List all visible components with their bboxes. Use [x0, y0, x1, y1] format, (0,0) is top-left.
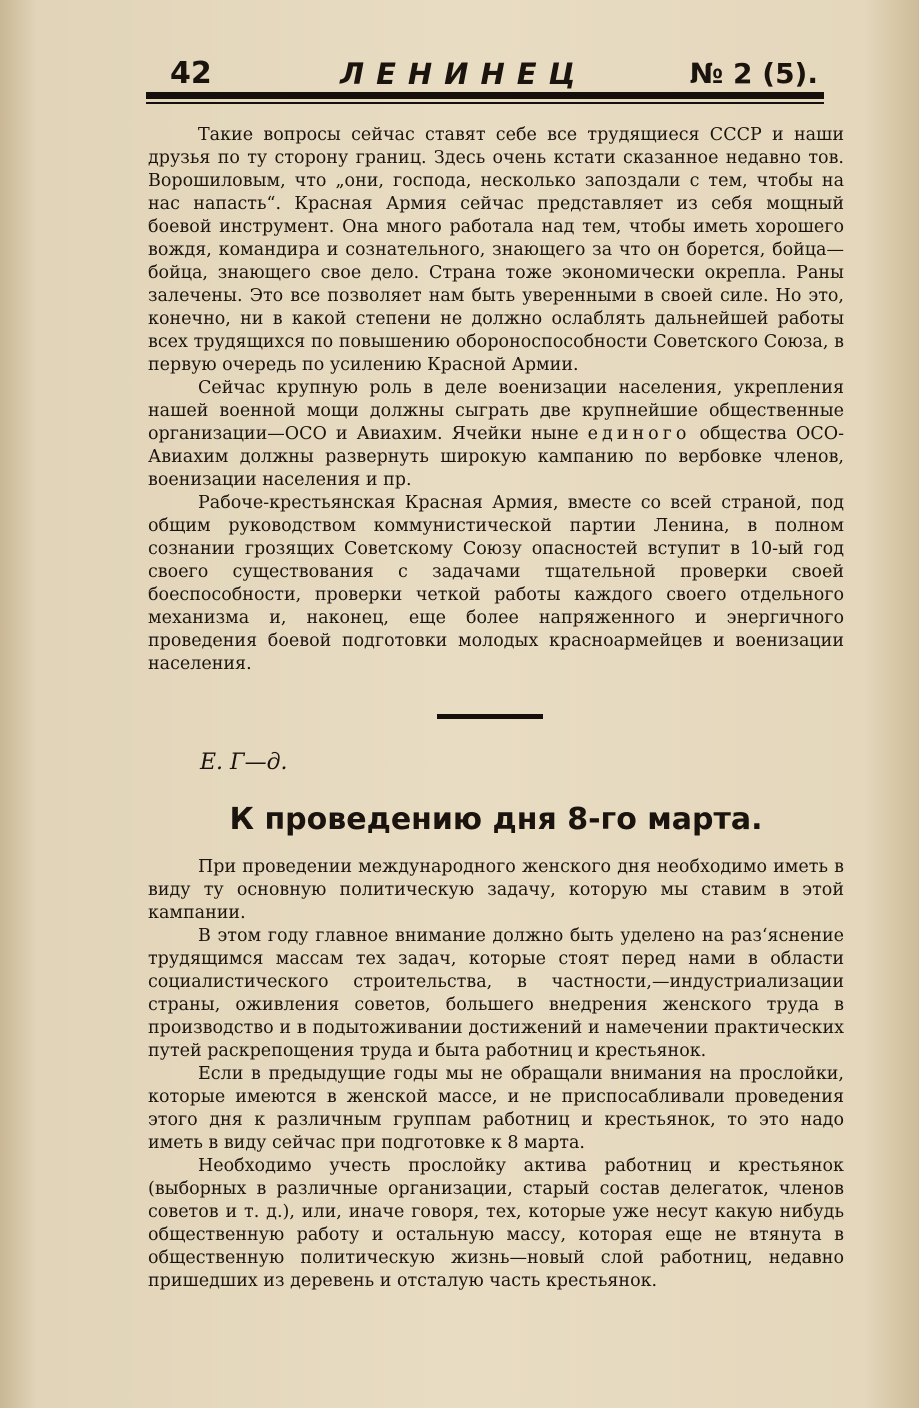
paragraph: В этом году главное внимание должно быть уделено на раз‘яснение трудящимся массам тех задач, которые стоят перед нами в области социалистического строительства, в частности,—индустриализации страны, оживления советов, большего внедрения женского труда в производство и в подытоживании достижений и намечении практических путей раскрепощения труда и быта работниц и крестьянок. — [148, 926, 844, 1061]
article-title: К проведению дня 8-го марта. — [229, 802, 763, 837]
author-byline: Е. Г—д. — [200, 750, 288, 775]
paragraph: Такие вопросы сейчас ставят себе все трудящиеся СССР и наши друзья по ту сторону границ. Здесь очень кстати сказанное недавно тов. Ворошиловым, что „они, господа, несколько запоздали с тем, чтобы на нас напасть“. Красная Армия сейчас представляет из себя мощный боевой инструмент. Она много работала над тем, чтобы иметь хорошего вождя, командира и сознательного, знающего за что он борется, бойца—бойца, знающего свое дело. Страна тоже экономически окрепла. Раны залечены. Это все позволяет нам быть уверенными в своей силе. Но это, конечно, ни в какой степени не должно ослаблять дальнейшей работы всех трудящихся по повышению обороноспособности Советского Союза, в первую очередь по усилению Красной Армии. — [148, 125, 844, 375]
header-rule-thin — [146, 102, 824, 104]
page-number: 42 — [170, 56, 212, 91]
paragraph: При проведении международного женского дня необходимо иметь в виду ту основную политическую задачу, которую мы ставим в этой кампании. — [148, 857, 844, 923]
paragraph-text: Сейчас крупную роль в деле военизации населения, укрепления нашей военной мощи должны сыграть две крупнейшие общественные организации—ОСО и Авиахим. Ячейки ныне — [148, 378, 844, 444]
issue-number: № 2 (5). — [689, 57, 818, 90]
journal-title: ЛЕНИНЕЦ — [340, 57, 588, 91]
paragraph-text: общества ОСО-Авиахим должны развернуть широкую кампанию по вербовке членов, военизации населения и пр. — [148, 424, 844, 490]
section-divider — [437, 714, 543, 719]
article-body — [148, 856, 844, 1293]
paragraph: Необходимо учесть прослойку актива работниц и крестьянок (выборных в различные организации, старый состав делегаток, членов советов и т. д.), или, иначе говоря, тех, которые уже несут какую нибудь общественную работу и остальную массу, которая еще не втянута в общественную политическую жизнь—новый слой работниц, недавно пришедших из деревень и отсталую часть крестьянок. — [148, 1156, 844, 1291]
paragraph: Если в предыдущие годы мы не обращали внимания на прослойки, которые имеются в женской массе, и не приспосабливали проведения этого дня к различным группам работниц и крестьянок, то это надо иметь в виду сейчас при подготовке к 8 марта. — [148, 1064, 844, 1153]
header-rule — [146, 92, 824, 99]
paragraph: Рабоче-крестьянская Красная Армия, вместе со всей страной, под общим руководством коммунистической партии Ленина, в полном сознании грозящих Советскому Союзу опасностей вступит в 10-ый год своего существования с задачами тщательной проверки своей боеспособности, проверки четкой работы каждого своего отдельного механизма и, наконец, еще более напряженного и энергичного проведения боевой подготовки молодых красноармейцев и военизации населения. — [148, 493, 844, 674]
spaced-emphasis: единого — [587, 424, 691, 444]
paragraph — [148, 377, 844, 492]
article-continuation — [148, 124, 844, 676]
